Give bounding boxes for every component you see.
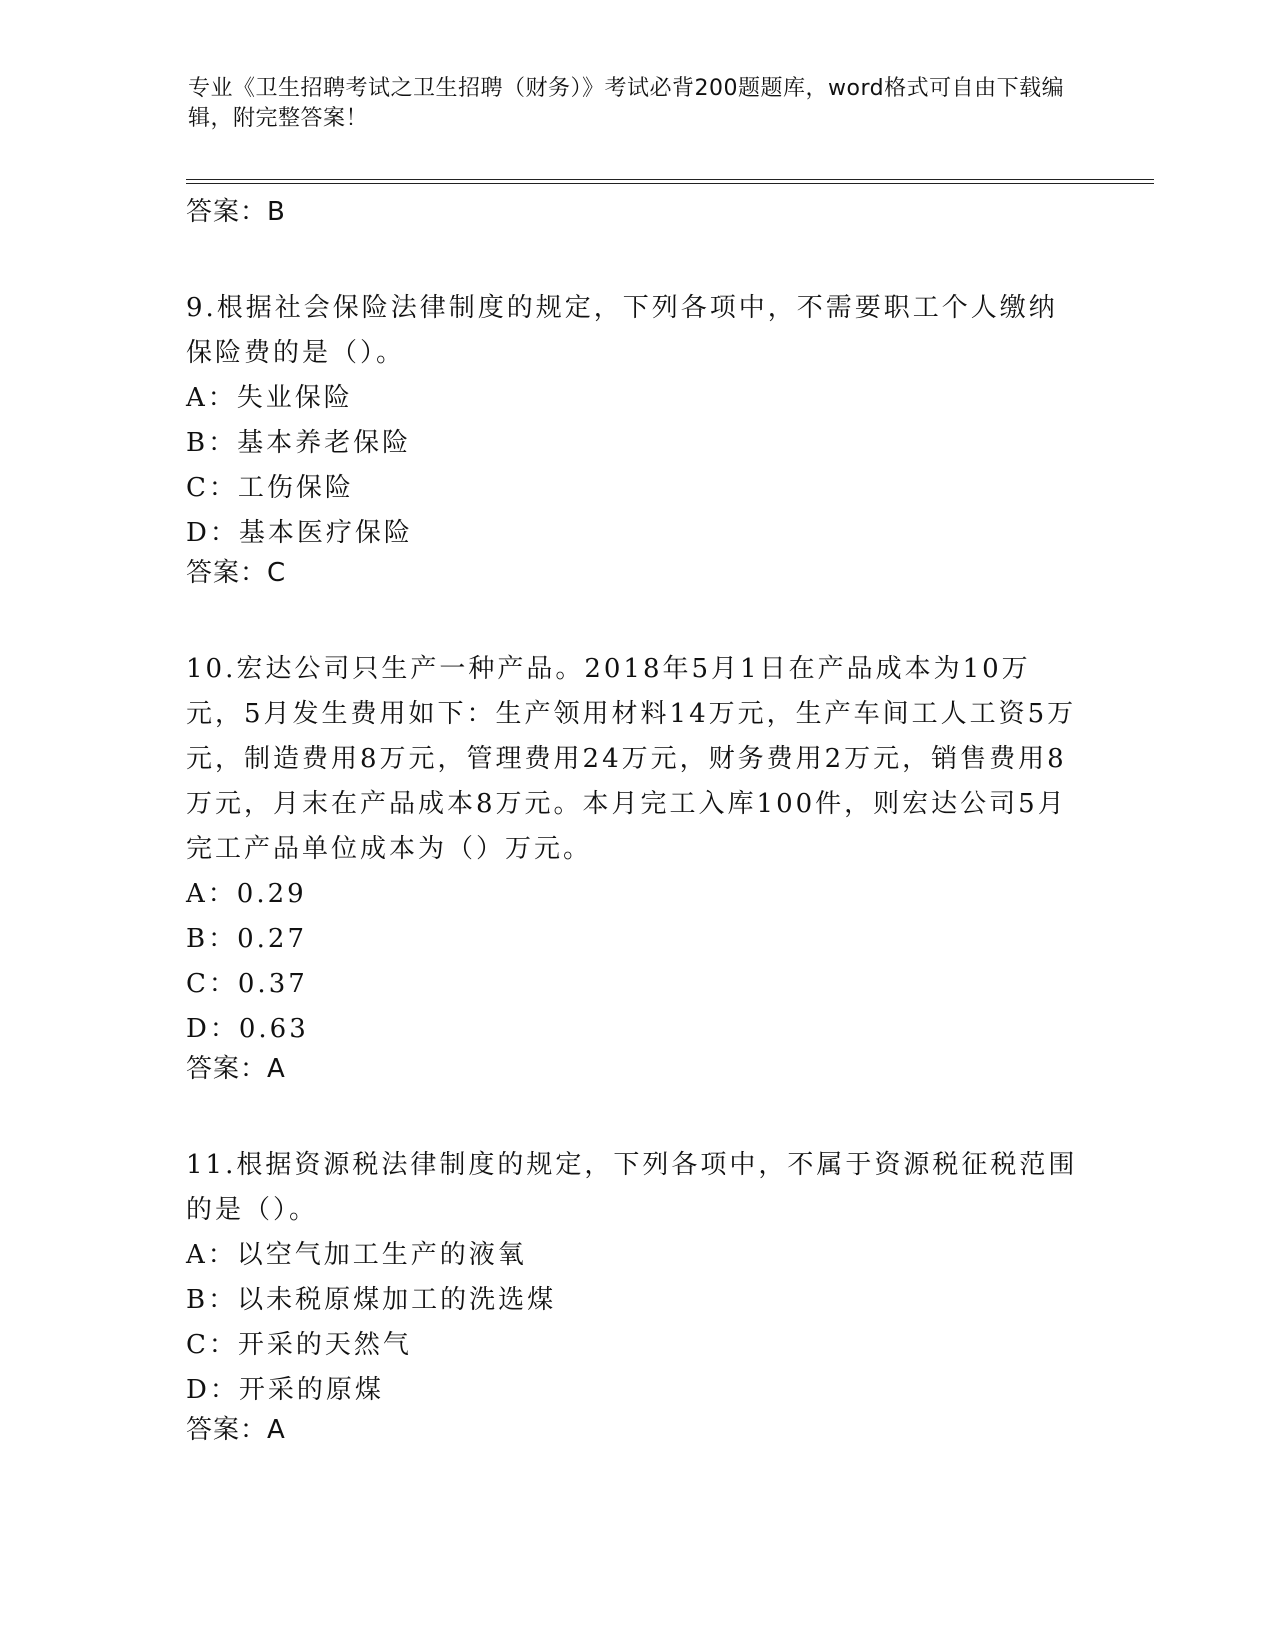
option-b: B：基本养老保险 — [186, 428, 412, 458]
previous-answer: 答案：B — [186, 197, 286, 227]
option-d: D：基本医疗保险 — [186, 518, 413, 548]
header-divider-bottom — [186, 183, 1154, 184]
question-9 — [186, 286, 1086, 590]
option-c: C：工伤保险 — [186, 473, 354, 503]
question-stem: 10.宏达公司只生产一种产品。2018年5月1日在产品成本为10万元，5月发生费用如下：生产领用材料14万元，生产车间工人工资5万元，制造费用8万元，管理费用24万元，财务费用2万元，销售费用8万元，月末在产品成本8万元。本月完工入库100件，则宏达公司5月完工产品单位成本为（）万元。 — [186, 654, 1077, 864]
option-a: A：以空气加工生产的液氧 — [186, 1240, 527, 1270]
option-b: B：0.27 — [186, 924, 307, 954]
document-header — [188, 74, 1068, 134]
option-b: B：以未税原煤加工的洗选煤 — [186, 1285, 557, 1315]
question-10 — [186, 647, 1086, 1086]
question-stem: 11.根据资源税法律制度的规定，下列各项中，不属于资源税征税范围的是（）。 — [186, 1150, 1078, 1225]
option-a: A：0.29 — [186, 879, 307, 909]
header-divider-top — [186, 179, 1154, 180]
option-d: D：开采的原煤 — [186, 1375, 384, 1405]
header-text: 专业《卫生招聘考试之卫生招聘（财务）》考试必背200题题库，word格式可自由下载编辑，附完整答案！ — [188, 76, 1065, 131]
question-stem: 9.根据社会保险法律制度的规定，下列各项中，不需要职工个人缴纳保险费的是（）。 — [186, 293, 1058, 368]
option-d: D：0.63 — [186, 1014, 309, 1044]
option-c: C：开采的天然气 — [186, 1330, 412, 1360]
answer: 答案：C — [186, 558, 287, 588]
option-c: C：0.37 — [186, 969, 308, 999]
answer: 答案：A — [186, 1415, 286, 1445]
question-11 — [186, 1143, 1086, 1447]
option-a: A：失业保险 — [186, 383, 353, 413]
answer: 答案：A — [186, 1054, 286, 1084]
document-body — [186, 195, 1086, 1447]
